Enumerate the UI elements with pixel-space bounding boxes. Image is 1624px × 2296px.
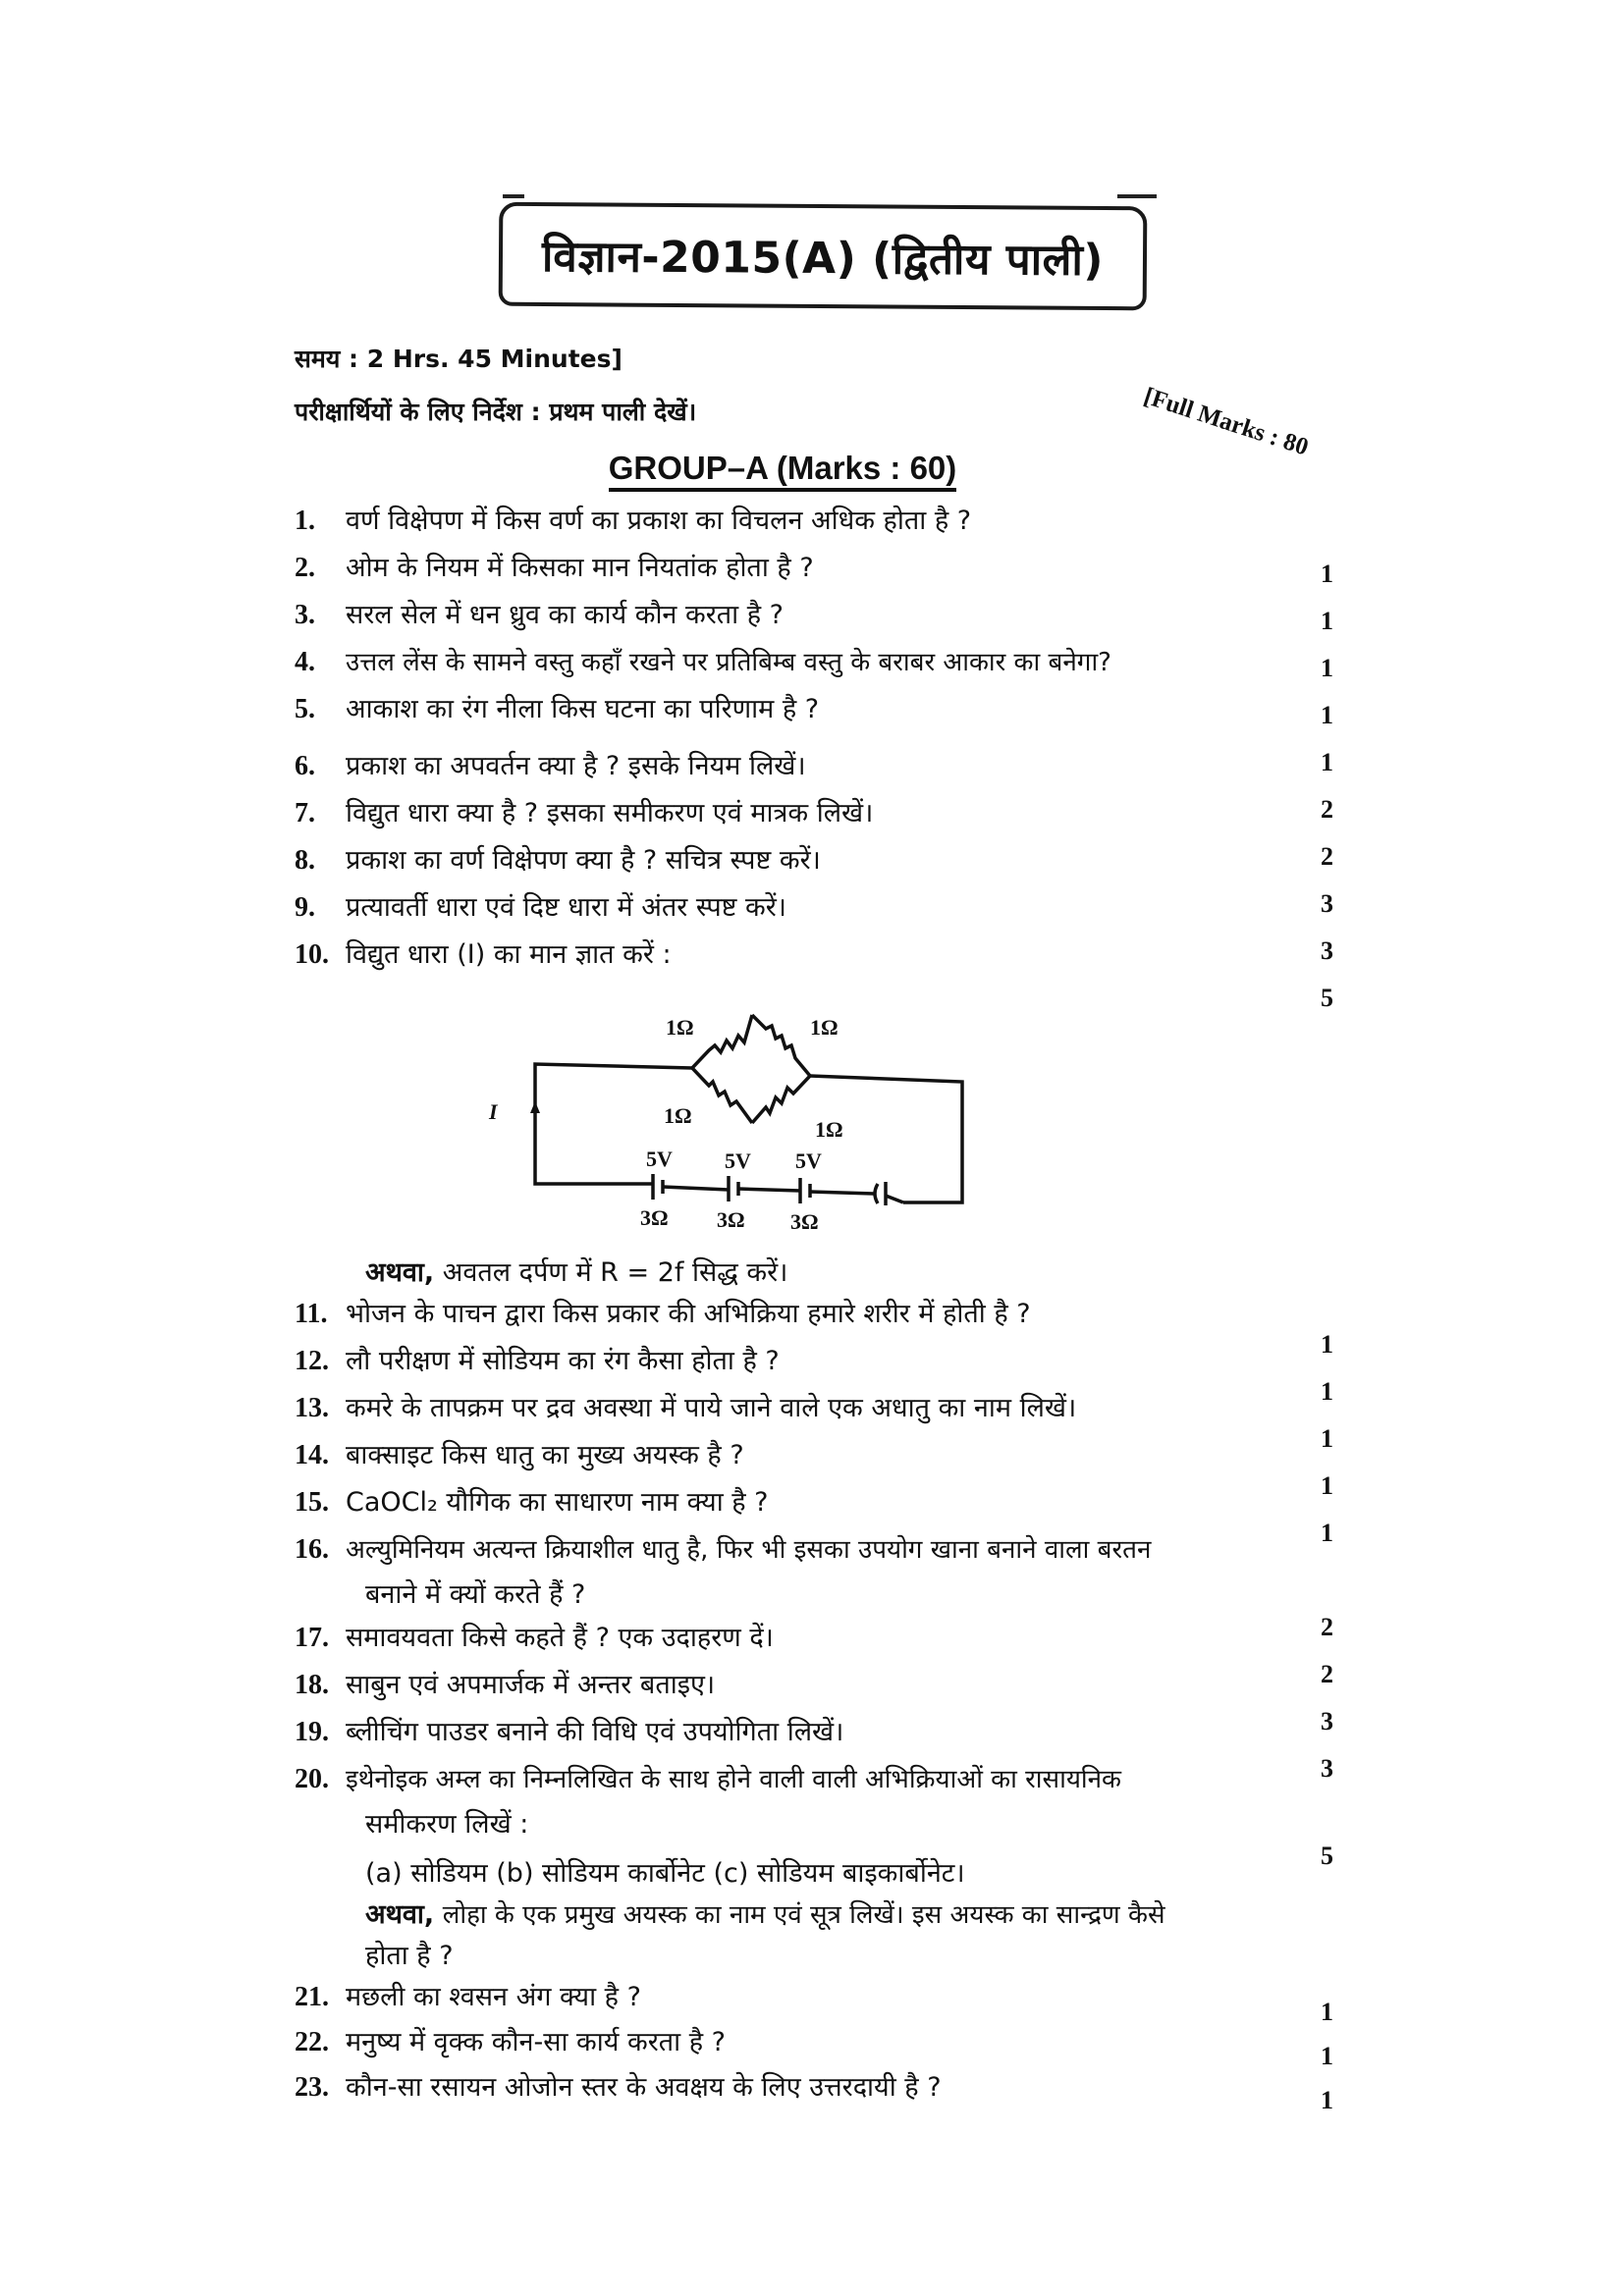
current-label: I (489, 1099, 498, 1124)
mark-value: 1 (1321, 560, 1333, 588)
question-11: 11. भोजन के पाचन द्वारा किस प्रकार की अभिक्रिया हमारे शरीर में होती है ? (295, 1299, 1031, 1329)
time-allowed: समय : 2 Hrs. 45 Minutes] (295, 345, 623, 373)
svg-text:5V: 5V (795, 1148, 822, 1173)
mark-value: 1 (1321, 1424, 1333, 1453)
svg-text:3Ω: 3Ω (640, 1205, 669, 1230)
mark-value: 1 (1321, 2086, 1333, 2114)
question-20-cont: समीकरण लिखें : (365, 1809, 529, 1840)
question-5: 5. आकाश का रंग नीला किस घटना का परिणाम है ? (295, 694, 820, 724)
question-23: 23. कौन-सा रसायन ओजोन स्तर के अवक्षय के लिए उत्तरदायी है ? (295, 2072, 942, 2103)
page-title: विज्ञान-2015(A) (द्वितीय पाली) (541, 232, 1105, 286)
question-1: 1. वर्ण विक्षेपण में किस वर्ण का प्रकाश का विचलन अधिक होता है ? (295, 506, 972, 536)
mark-value: 1 (1321, 1471, 1333, 1500)
mark-value: 1 (1321, 1377, 1333, 1406)
mark-value: 1 (1321, 2042, 1333, 2070)
mark-value: 2 (1321, 795, 1333, 824)
mark-value: 1 (1321, 1998, 1333, 2026)
question-20-or-cont: होता है ? (365, 1941, 454, 1971)
question-9: 9. प्रत्यावर्ती धारा एवं दिष्ट धारा में अंतर स्पष्ट करें। (295, 892, 787, 923)
question-14: 14. बाक्साइट किस धातु का मुख्य अयस्क है ? (295, 1440, 744, 1470)
question-20-options: (a) सोडियम (b) सोडियम कार्बोनेट (c) सोडियम बाइकार्बोनेट। (365, 1858, 965, 1889)
question-22: 22. मनुष्य में वृक्क कौन-सा कार्य करता है ? (295, 2027, 726, 2057)
question-7: 7. विद्युत धारा क्या है ? इसका समीकरण एवं मात्रक लिखें। (295, 798, 874, 828)
mark-value: 2 (1321, 1660, 1333, 1688)
question-8: 8. प्रकाश का वर्ण विक्षेपण क्या है ? सचित्र स्पष्ट करें। (295, 845, 821, 876)
mark-value: 1 (1321, 701, 1333, 729)
top-rule-left (503, 194, 524, 198)
mark-value: 3 (1321, 1754, 1333, 1783)
group-a-heading: GROUP–A (Marks : 60) (0, 450, 1624, 487)
mark-value: 3 (1321, 889, 1333, 918)
question-20: 20. इथेनोइक अम्ल का निम्नलिखित के साथ होने वाली वाली अभिक्रियाओं का रासायनिक (295, 1764, 1122, 1794)
svg-text:1Ω: 1Ω (810, 1015, 839, 1040)
question-2: 2. ओम के नियम में किसका मान नियतांक होता है ? (295, 553, 814, 583)
question-15: 15. CaOCl₂ यौगिक का साधारण नाम क्या है ? (295, 1487, 769, 1518)
question-10-or: अथवा, अवतल दर्पण में R = 2f सिद्ध करें। (365, 1257, 788, 1288)
question-17: 17. समावयवता किसे कहते हैं ? एक उदाहरण दें। (295, 1623, 774, 1653)
question-21: 21. मछली का श्वसन अंग क्या है ? (295, 1982, 641, 2012)
mark-value: 1 (1321, 1519, 1333, 1547)
mark-value: 1 (1321, 654, 1333, 682)
svg-text:3Ω: 3Ω (717, 1207, 745, 1232)
title-box (499, 202, 1148, 311)
question-20-or: अथवा, लोहा के एक प्रमुख अयस्क का नाम एवं सूत्र लिखें। इस अयस्क का सान्द्रण कैसे (365, 1899, 1165, 1930)
svg-text:5V: 5V (725, 1148, 751, 1173)
question-13: 13. कमरे के तापक्रम पर द्रव अवस्था में पाये जाने वाले एक अधातु का नाम लिखें। (295, 1393, 1077, 1423)
mark-value: 3 (1321, 936, 1333, 965)
instructions: परीक्षार्थियों के लिए निर्देश : प्रथम पाली देखें। (295, 398, 697, 426)
question-18: 18. साबुन एवं अपमार्जक में अन्तर बताइए। (295, 1670, 716, 1700)
question-16-cont: बनाने में क्यों करते हैं ? (365, 1579, 586, 1610)
question-4: 4. उत्तल लेंस के सामने वस्तु कहाँ रखने पर प्रतिबिम्ब वस्तु के बराबर आकार का बनेगा? (295, 647, 1111, 677)
top-rule-right (1117, 194, 1157, 198)
svg-text:1Ω: 1Ω (664, 1103, 692, 1128)
question-6: 6. प्रकाश का अपवर्तन क्या है ? इसके नियम लिखें। (295, 751, 806, 781)
full-marks: [Full Marks : 80 (1140, 383, 1312, 461)
mark-value: 5 (1321, 984, 1333, 1012)
svg-text:1Ω: 1Ω (666, 1015, 694, 1040)
mark-value: 2 (1321, 842, 1333, 871)
mark-value: 1 (1321, 607, 1333, 635)
mark-value: 1 (1321, 1330, 1333, 1359)
mark-value: 3 (1321, 1707, 1333, 1735)
svg-text:3Ω: 3Ω (790, 1209, 819, 1234)
circuit-diagram (481, 991, 992, 1247)
mark-value: 1 (1321, 748, 1333, 776)
question-19: 19. ब्लीचिंग पाउडर बनाने की विधि एवं उपयोगिता लिखें। (295, 1717, 844, 1747)
question-3: 3. सरल सेल में धन ध्रुव का कार्य कौन करता है ? (295, 600, 784, 630)
question-12: 12. लौ परीक्षण में सोडियम का रंग कैसा होता है ? (295, 1346, 780, 1376)
svg-text:5V: 5V (646, 1147, 673, 1171)
mark-value: 2 (1321, 1613, 1333, 1641)
svg-text:1Ω: 1Ω (815, 1117, 843, 1142)
mark-value: 5 (1321, 1842, 1333, 1870)
question-10: 10. विद्युत धारा (I) का मान ज्ञात करें : (295, 939, 672, 970)
question-16: 16. अल्युमिनियम अत्यन्त क्रियाशील धातु है, फिर भी इसका उपयोग खाना बनाने वाला बरतन (295, 1534, 1152, 1565)
